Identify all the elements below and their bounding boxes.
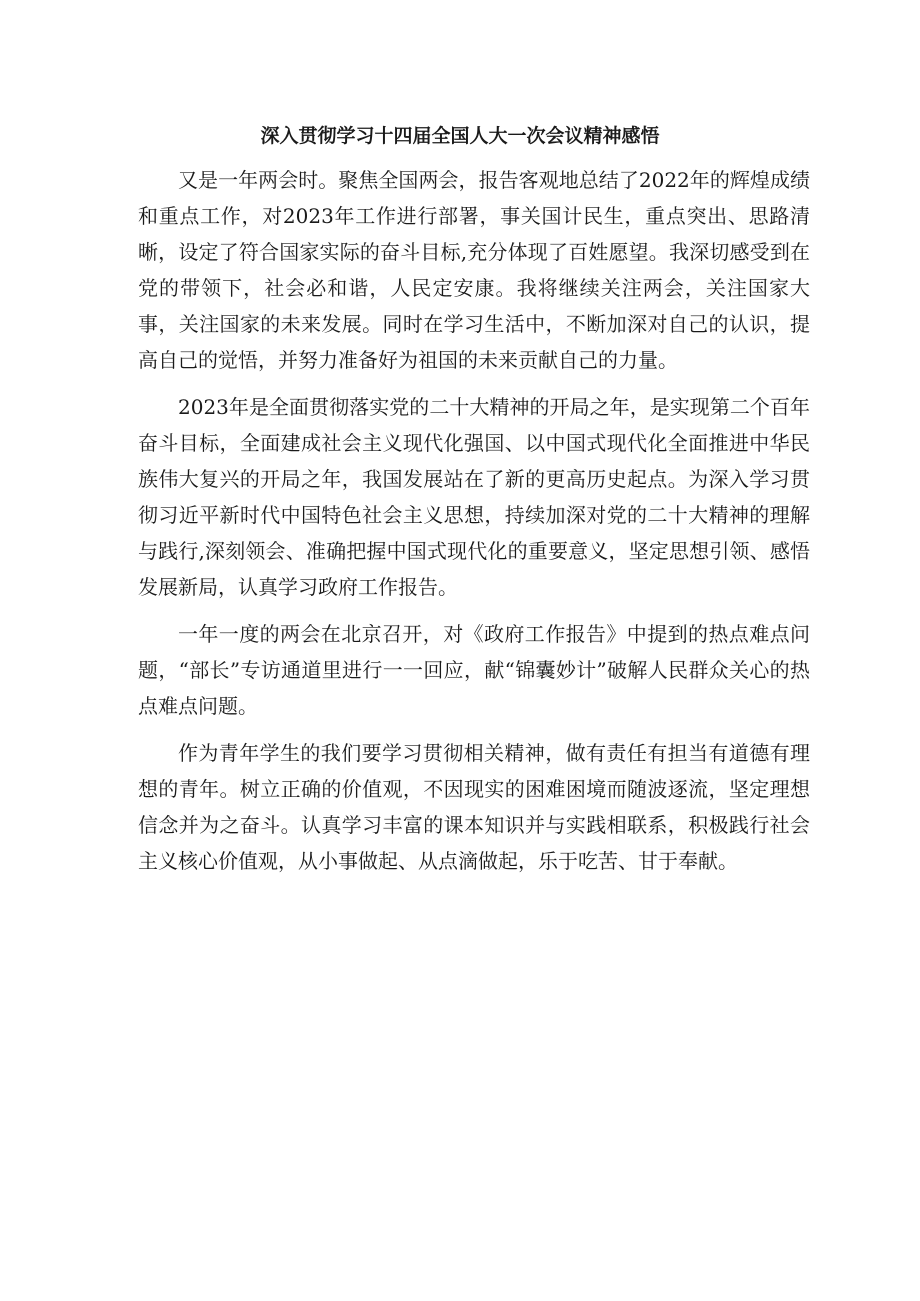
paragraph-1: 又是一年两会时。聚焦全国两会，报告客观地总结了2022年的辉煌成绩和重点工作，对2023年工作进行部署，事关国计民生，重点突出、思路清晰，设定了符合国家实际的奋斗目标,充分体现了百姓愿望。我深切感受到在党的带领下，社会必和谐，人民定安康。我将继续关注两会，关注国家大事，关注国家的未来发展。同时在学习生活中，不断加深对自己的认识，提高自己的觉悟，并努力准备好为祖国的未来贡献自己的力量。 [138, 168, 810, 372]
paragraph-4: 作为青年学生的我们要学习贯彻相关精神，做有责任有担当有道德有理想的青年。树立正确的价值观，不因现实的困难困境而随波逐流，坚定理想信念并为之奋斗。认真学习丰富的课本知识并与实践相联系，积极践行社会主义核心价值观，从小事做起、从点滴做起，乐于吃苦、甘于奉献。 [138, 741, 810, 873]
paragraph-2: 2023年是全面贯彻落实党的二十大精神的开局之年，是实现第二个百年奋斗目标，全面建成社会主义现代化强国、以中国式现代化全面推进中华民族伟大复兴的开局之年，我国发展站在了新的更高历史起点。为深入学习贯彻习近平新时代中国特色社会主义思想，持续加深对党的二十大精神的理解与践行,深刻领会、准确把握中国式现代化的重要意义，坚定思想引领、感悟发展新局，认真学习政府工作报告。 [138, 395, 810, 599]
document-title: 深入贯彻学习十四届全国人大一次会议精神感悟 [260, 125, 660, 147]
document-body [138, 162, 810, 879]
paragraph-3: 一年一度的两会在北京召开，对《政府工作报告》中提到的热点难点问题，“部长”专访通道里进行一一回应，献“锦囊妙计”破解人民群众关心的热点难点问题。 [138, 622, 810, 718]
